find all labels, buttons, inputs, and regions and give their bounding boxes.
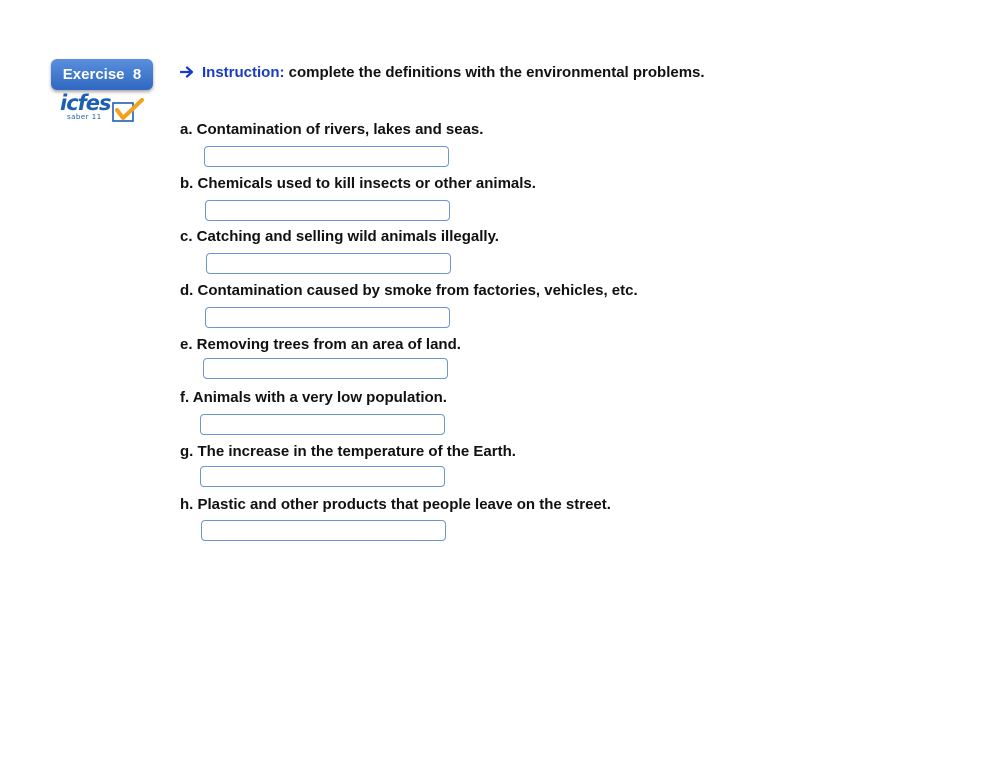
icfes-logo [58,91,148,124]
answer-input-h[interactable] [201,520,446,541]
answer-input-g[interactable] [200,466,445,487]
checkmark-icon [112,98,144,122]
instruction-line [180,64,705,81]
question-e: e. Removing trees from an area of land. [180,336,461,353]
question-f: f. Animals with a very low population. [180,389,447,406]
instruction-lead: Instruction: [202,64,285,81]
question-g: g. The increase in the temperature of the Earth. [180,443,516,460]
question-d: d. Contamination caused by smoke from factories, vehicles, etc. [180,282,638,299]
answer-input-d[interactable] [205,307,450,328]
answer-input-b[interactable] [205,200,450,221]
question-h: h. Plastic and other products that people leave on the street. [180,496,611,513]
exercise-badge: Exercise 8 [51,59,153,90]
answer-input-e[interactable] [203,358,448,379]
question-c: c. Catching and selling wild animals illegally. [180,228,499,245]
answer-input-c[interactable] [206,253,451,274]
question-a: a. Contamination of rivers, lakes and seas. [180,121,484,138]
answer-input-f[interactable] [200,414,445,435]
answer-input-a[interactable] [204,146,449,167]
arrow-right-icon [180,66,194,78]
question-b: b. Chemicals used to kill insects or other animals. [180,175,536,192]
logo-subtitle: saber 11 [67,113,102,121]
instruction-text: complete the definitions with the environmental problems. [284,64,705,81]
logo-word: icfes [60,91,111,115]
